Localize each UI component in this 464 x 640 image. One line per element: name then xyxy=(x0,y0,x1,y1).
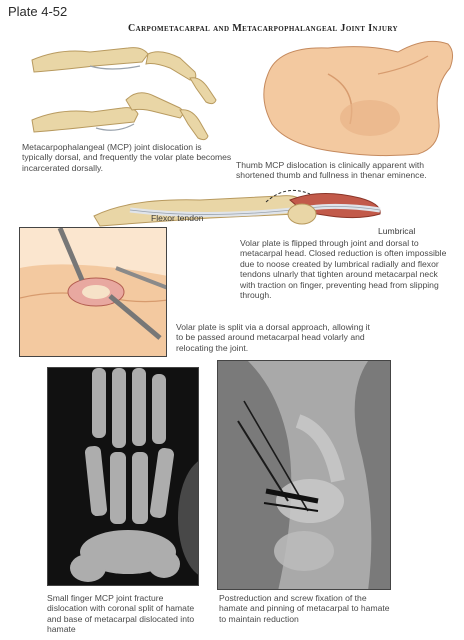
caption-dorsal-approach: Volar plate is split via a dorsal approach, allowing it to be passed around metacarpal head volarly and relocating the joint. xyxy=(176,322,370,353)
caption-xray-left: Small finger MCP joint fracture dislocation with coronal split of hamate and base of metacarpal dislocated into hamate xyxy=(47,593,195,635)
label-flexor-tendon: Flexor tendon xyxy=(151,213,204,223)
caption-mcp-dislocation: Metacarpophalangeal (MCP) joint dislocation is typically dorsal, and frequently the volar plate becomes incarcerated dorsally. xyxy=(22,142,232,173)
page-title: Carpometacarpal and Metacarpophalangeal Joint Injury xyxy=(128,23,398,34)
caption-xray-right: Postreduction and screw fixation of the hamate and pinning of metacarpal to hamate to maintain reduction xyxy=(219,593,390,624)
plate-label: Plate 4-52 xyxy=(8,4,68,19)
surgical-approach-illustration xyxy=(19,227,167,357)
volar-plate-illustration xyxy=(90,180,390,232)
thumb-dislocation-illustration xyxy=(258,34,458,160)
label-lumbrical: Lumbrical xyxy=(378,226,416,236)
caption-volar-plate-flipped: Volar plate is flipped through joint and dorsal to metacarpal head. Closed reduction is often impossible due to noose created by lumbrical radially and flexor tendons ulnarly that tighten around metacarpal neck with traction on finger, preventing head from slipping through. xyxy=(240,238,447,301)
caption-thumb-mcp: Thumb MCP dislocation is clinically apparent with shortened thumb and fullness in thenar eminence. xyxy=(236,160,427,181)
dislocated-finger-illustration xyxy=(30,38,230,156)
xray-fracture-dislocation xyxy=(47,367,199,586)
xray-postreduction xyxy=(217,360,391,590)
